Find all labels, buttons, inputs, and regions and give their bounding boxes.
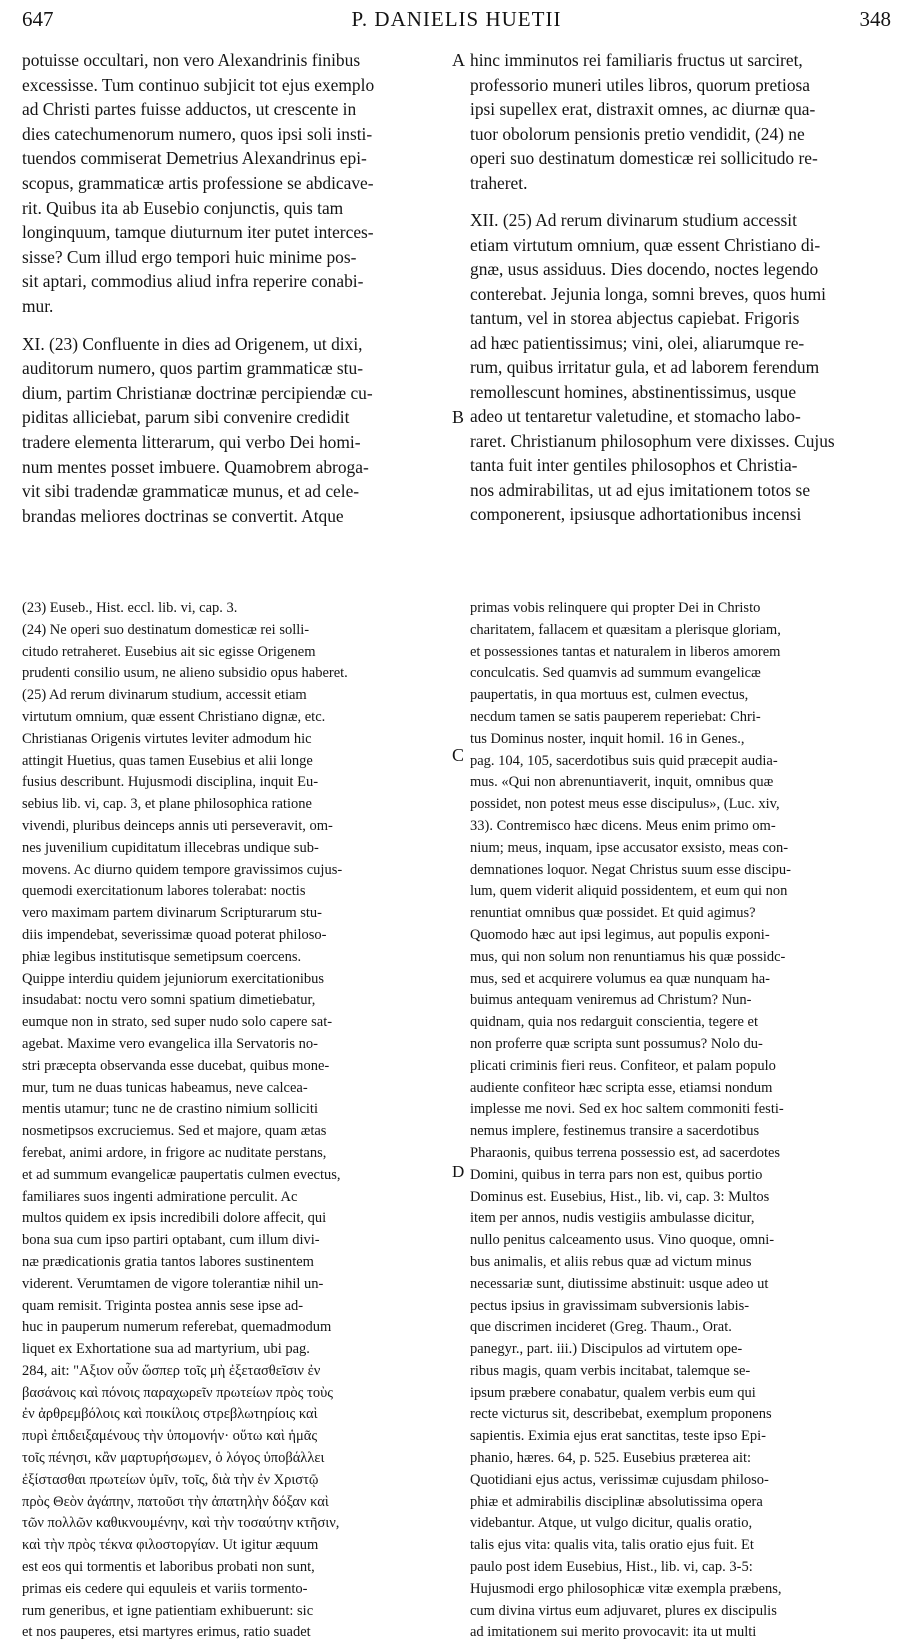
footnote-line: bus animalis, et aliis rebus quæ ad victum minus bbox=[470, 1253, 752, 1270]
footnote-line: ipsum præbere conabatur, qualem verbis eum qui bbox=[470, 1384, 756, 1401]
body-line: traheret. bbox=[470, 172, 528, 193]
body-line: excessisse. Tum continuo subjicit tot ejus exemplo bbox=[22, 74, 375, 95]
body-line: tantum, vel in storea abjectus capiebat. Frigoris bbox=[470, 308, 800, 328]
footnote-line: recte victurus sit, describebat, exemplum proponens bbox=[470, 1406, 772, 1423]
body-line: num mentes posset imbuere. Quamobrem abroga- bbox=[22, 456, 369, 477]
footnote-line: stri præcepta observanda esse ducebat, quibus mone- bbox=[22, 1057, 330, 1074]
footnote-line: πυρὶ ἐπιδειξαμένους τὴν ὑπομονήν· οὕτω καὶ ἡμᾶς bbox=[22, 1428, 318, 1445]
body-line: remollescunt homines, abstinentissimus, usque bbox=[470, 381, 797, 402]
footnote-line: possidet, non potest meus esse discipulus», (Luc. xiv, bbox=[470, 796, 780, 813]
footnote-line: quemodi exercitationum labores tolerabat: noctis bbox=[22, 883, 306, 900]
footnote-line: insudabat: noctu vero somni spatium dimetiebatur, bbox=[22, 992, 316, 1009]
footnote-line: phiæ et admirabilis disciplinæ absolutissima opera bbox=[470, 1493, 763, 1510]
body-line: etiam virtutum omnium, quæ essent Christiano di- bbox=[470, 234, 821, 255]
body-line: conterebat. Jejunia longa, somni breves, quos humi bbox=[470, 283, 826, 304]
footnote-line: vero maximam partem divinarum Scripturarum stu- bbox=[22, 905, 322, 922]
footnote-line: plicati criminis fieri reus. Confiteor, et palam populo bbox=[470, 1057, 776, 1074]
page-number-left: 647 bbox=[22, 7, 54, 31]
main-text-right-column bbox=[470, 48, 894, 527]
body-line: tradere elementa litterarum, qui verbo Dei homi- bbox=[22, 431, 361, 452]
body-line: hinc imminutos rei familiaris fructus ut sarciret, bbox=[470, 50, 803, 70]
footnote-line: liquet ex Exhortatione sua ad martyrium, ubi pag. bbox=[22, 1341, 310, 1358]
footnote-line: conculcatis. Sed quamvis ad summum evangelicæ bbox=[470, 665, 761, 682]
footnote-line: (25) Ad rerum divinarum studium, accessit etiam bbox=[22, 687, 307, 704]
footnote-line: non proferre quæ scripta sunt possumus? Nolo du- bbox=[470, 1035, 763, 1052]
footnote-line: fusius describunt. Hujusmodi disciplina, inquit Eu- bbox=[22, 774, 319, 791]
footnote-line: pectus ipsius in gravissimam subversionis labis- bbox=[470, 1297, 750, 1314]
footnote-line: mentis utamur; tunc ne de crastino nimium solliciti bbox=[22, 1101, 318, 1118]
body-line: nos admirabilitas, ut ad ejus imitationem totos se bbox=[470, 479, 811, 500]
body-line: dies catechumenorum numero, quos ipsi soli insti- bbox=[22, 123, 373, 144]
margin-marker-d: D bbox=[452, 1162, 465, 1181]
footnote-line: ἐξίστασθαι πρωτείων ὑμῖν, τοῖς, διὰ τὴν ἐν Χριστῷ bbox=[22, 1471, 319, 1488]
footnote-line: vivendi, pluribus deinceps annis uti perseveravit, om- bbox=[22, 817, 333, 834]
body-line: ad Christi partes fuisse adductos, ut crescente in bbox=[22, 99, 357, 120]
footnote-line: familiares suos ingenti admiratione perculit. Ac bbox=[22, 1188, 298, 1205]
footnote-line: Quomodo hæc aut ipsi legimus, aut populis exponi- bbox=[470, 926, 770, 943]
footnote-line: mus, sed et acquirere volumus ea quæ nunquam ha- bbox=[470, 970, 770, 987]
footnote-line: Domini, quibus in terra pars non est, quibus portio bbox=[470, 1166, 763, 1183]
footnote-line: diis impendebat, severissimæ quoad poterat philoso- bbox=[22, 926, 327, 943]
footnote-line: cum divina virtus eum adjuvaret, plures ex discipulis bbox=[470, 1602, 777, 1619]
footnote-line: Quotidiani ejus actus, verissimæ cujusdam philoso- bbox=[470, 1471, 769, 1488]
footnote-line: βασάνοις καὶ πόνοις παραχωρεῖν πρωτείων πρὸς τοὺς bbox=[22, 1384, 334, 1401]
footnote-line: mus, qui non solum non renuntiamus his quæ possidc- bbox=[470, 948, 786, 965]
body-line: ipsi supellex erat, distraxit omnes, ac diurnæ qua- bbox=[470, 99, 816, 119]
body-line: sisse? Cum illud ergo tempori huic minime pos- bbox=[22, 246, 357, 267]
body-line: tanta fuit inter gentiles philosophos et Christia- bbox=[470, 455, 798, 475]
footnote-line: virtutum omnium, quæ essent Christiano dignæ, etc. bbox=[22, 708, 326, 725]
footnotes-left-column bbox=[22, 598, 452, 1644]
footnote-line: attingit Huetius, quas tamen Eusebius et alii longe bbox=[22, 752, 313, 769]
body-line: raret. Christianum philosophum vere dixisses. Cujus bbox=[470, 430, 835, 451]
body-line: longinquum, tamque diuturnum iter putet interces- bbox=[22, 222, 374, 243]
footnote-line: primas eis cedere qui equuleis et variis tormento- bbox=[22, 1580, 308, 1597]
footnote-line: paulo post idem Eusebius, Hist., lib. vi, cap. 3-5: bbox=[470, 1559, 753, 1576]
footnote-line: viderent. Verumtamen de vigore tolerantiæ nihil un- bbox=[22, 1275, 324, 1292]
footnote-line: citudo retraheret. Eusebius ait sic egisse Origenem bbox=[22, 643, 316, 660]
footnote-line: est eos qui tormentis et laboribus probati non sunt, bbox=[22, 1559, 315, 1576]
running-header bbox=[22, 7, 891, 37]
footnote-line: Hujusmodi ergo philosophicæ vitæ exempla præbens, bbox=[470, 1580, 782, 1597]
footnote-line: eumque non in strato, sed super nudo solo capere sat- bbox=[22, 1014, 333, 1031]
footnote-line: phiæ legibus institutisque semetipsum coercens. bbox=[22, 948, 302, 965]
body-line: professorio muneri utiles libros, quorum pretiosa bbox=[470, 74, 811, 95]
footnote-line: nullo penitus calceamento usus. Vino quoque, omni- bbox=[470, 1232, 775, 1249]
footnote-line: buimus antequam veniremus ad Christum? Nun- bbox=[470, 992, 752, 1009]
footnote-line: lum, quem viderit aliquid possidentem, et eum qui non bbox=[470, 883, 788, 900]
main-text-left-column bbox=[22, 48, 447, 528]
footnote-line: nium; meus, inquam, ipse accusator exsisto, meas con- bbox=[470, 839, 789, 856]
footnotes-right-column bbox=[470, 598, 895, 1644]
margin-marker-b: B bbox=[452, 407, 465, 427]
footnote-line: que discrimen incideret (Greg. Thaum., Orat. bbox=[470, 1319, 732, 1336]
body-line: tuendos commiserat Demetrius Alexandrinus epi- bbox=[22, 148, 367, 169]
footnote-line: necessariæ sunt, diutissime abstinuit: usque adeo ut bbox=[470, 1275, 769, 1292]
footnote-line: et ad summum evangelicæ paupertatis culmen evectus, bbox=[22, 1166, 341, 1183]
margin-marker-c: C bbox=[452, 745, 465, 765]
page-number-right: 348 bbox=[859, 7, 891, 31]
footnote-line: agebat. Maxime vero evangelica illa Servatoris no- bbox=[22, 1035, 318, 1052]
footnote-line: paupertatis, in qua mortuus est, culmen evectus, bbox=[470, 687, 749, 704]
footnote-line: τῶν πολλῶν καθικνουμένην, καὶ τὴν τοσαύτην κτῆσιν, bbox=[22, 1515, 340, 1532]
body-line: ad hæc patientissimus; vini, olei, aliarumque re- bbox=[470, 332, 805, 353]
body-line: tuor obolorum pensionis pretio vendidit, (24) ne bbox=[470, 123, 805, 144]
footnote-line: movens. Ac diurno quidem tempore gravissimos cujus- bbox=[22, 861, 343, 878]
body-line: scopus, grammaticæ artis professione se abdicave- bbox=[22, 172, 374, 193]
footnote-line: tus Dominus noster, inquit homil. 16 in Genes., bbox=[470, 730, 745, 747]
footnote-line: pag. 104, 105, sacerdotibus suis quid præcepit audia- bbox=[470, 752, 778, 769]
footnote-line: mur, tum ne duas tunicas habeamus, neve calcea- bbox=[22, 1079, 308, 1096]
body-line: piditas alliciebat, parum sibi convenire credidit bbox=[22, 407, 350, 428]
footnote-line: næ prædicationis gratia tantos labores sustinentem bbox=[22, 1253, 314, 1270]
footnote-line: πρὸς Θεὸν ἀγάπην, πατοῦσι τὴν ἀπατηλὴν δόξαν καὶ bbox=[22, 1493, 329, 1510]
footnote-line: renuntiat omnibus quæ possidet. Et quid agimus? bbox=[470, 905, 756, 922]
footnote-line: nosmetipsos excruciemus. Sed et majore, quam ætas bbox=[22, 1123, 327, 1140]
body-line: rum, quibus irritatur gula, et ad laborem ferendum bbox=[470, 357, 820, 377]
footnote-line: quidnam, quia nos redarguit conscientia, tegere et bbox=[470, 1014, 759, 1031]
body-line: operi suo destinatum domesticæ rei sollicitudo re- bbox=[470, 148, 818, 168]
footnote-line: quam remisit. Triginta postea annis sese ipse ad- bbox=[22, 1297, 304, 1314]
footnote-line: Dominus est. Eusebius, Hist., lib. vi, cap. 3: Multos bbox=[470, 1188, 770, 1205]
body-line: gnæ, usus assiduus. Dies docendo, noctes legendo bbox=[470, 259, 819, 279]
footnote-line: (23) Euseb., Hist. eccl. lib. vi, cap. 3. bbox=[22, 600, 238, 616]
footnote-line: audiente confiteor hæc scripta esse, etiamsi nondum bbox=[470, 1079, 773, 1096]
footnote-line: καὶ τὴν πρὸς τέκνα φιλοστοργίαν. Ut igitur æquum bbox=[22, 1537, 319, 1554]
footnote-line: ferebat, animi ardore, in frigore ac nuditate perstans, bbox=[22, 1144, 327, 1161]
footnote-line: phanio, hæres. 64, p. 525. Eusebius præterea ait: bbox=[470, 1450, 752, 1467]
footnote-line: panegyr., part. iii.) Discipulos ad virtutem ope- bbox=[470, 1341, 743, 1358]
footnote-line: multos quidem ex ipsis incredibili dolore affecit, qui bbox=[22, 1210, 327, 1227]
footnote-line: τοῖς πένησι, κἂν μαρτυρήσωμεν, ὁ λόγος ὑποβάλλει bbox=[22, 1450, 325, 1467]
footnote-line: implesse me novi. Sed ex hoc saltem commoniti festi- bbox=[470, 1101, 784, 1118]
footnote-line: videbantur. Atque, ut vulgo dicitur, qualis oratio, bbox=[470, 1515, 753, 1532]
body-line: vit sibi tradendæ grammaticæ munus, et ad cele- bbox=[22, 481, 360, 502]
footnote-line: primas vobis relinquere qui propter Dei in Christo bbox=[470, 600, 761, 616]
footnote-line: et possessiones tantas et naturalem in liberos amorem bbox=[470, 643, 781, 660]
footnote-line: et nos pauperes, etsi martyres erimus, ratio suadet bbox=[22, 1624, 311, 1641]
footnote-line: ἐν ἀρθρεμβόλοις καὶ ποικίλοις στρεβλωτηρίοις καὶ bbox=[22, 1406, 318, 1423]
body-line: auditorum numero, quos partim grammaticæ stu- bbox=[22, 358, 363, 379]
footnote-line: demnationes loquor. Negat Christus suum esse discipu- bbox=[470, 861, 791, 878]
footnote-line: (24) Ne operi suo destinatum domesticæ rei solli- bbox=[22, 621, 310, 638]
footnote-line: charitatem, fallacem et quæsitam a plerisque gloriam, bbox=[470, 621, 781, 638]
body-line: potuisse occultari, non vero Alexandrinis finibus bbox=[22, 50, 361, 70]
footnote-line: nes juvenilium cupiditatum illecebras undique sub- bbox=[22, 839, 319, 856]
footnote-line: Christianas Origenis virtutes leviter admodum hic bbox=[22, 730, 312, 747]
footnote-line: ribus magis, quam verbis incitabat, talemque se- bbox=[470, 1362, 751, 1379]
footnote-line: sebius lib. vi, cap. 3, et plane philosophica ratione bbox=[22, 796, 312, 813]
footnote-line: 284, ait: "Αξιον οὖν ὥσπερ τοῖς μὴ ἐξετασθεῖσιν ἐν bbox=[22, 1362, 321, 1379]
footnote-line: nemus implere, festinemus transire a sacerdotibus bbox=[470, 1123, 760, 1140]
footnote-line: Pharaonis, quibus terrena possessio est, ad sacerdotes bbox=[470, 1144, 781, 1161]
footnote-line: talis ejus vita: qualis vita, talis oratio ejus fuit. Et bbox=[470, 1537, 754, 1554]
body-line: componerent, ipsiusque adhortationibus incensi bbox=[470, 504, 802, 524]
footnote-line: sapientis. Eximia ejus erat sanctitas, teste ipso Epi- bbox=[470, 1428, 766, 1445]
footnote-line: ad imitationem sui merito provocavit: ita ut multi bbox=[470, 1624, 757, 1641]
footnote-line: item per annos, nudis vestigiis ambulasse dicitur, bbox=[470, 1210, 755, 1227]
footnote-line: 33). Contremisco hæc dicens. Meus enim primo om- bbox=[470, 817, 776, 834]
body-line: XII. (25) Ad rerum divinarum studium accessit bbox=[470, 210, 797, 230]
body-line: mur. bbox=[22, 295, 54, 316]
footnote-line: rum generibus, et igne patientiam exhibuerunt: sic bbox=[22, 1602, 314, 1619]
footnote-line: prudenti consilio usum, ne alieno subsidio opus haberet. bbox=[22, 665, 348, 682]
footnote-line: Quippe interdiu quidem jejuniorum exercitationibus bbox=[22, 970, 325, 987]
body-line: sit aptari, commodius aliud infra reperire conabi- bbox=[22, 271, 364, 292]
footnote-line: huc in pauperum numerum referebat, quemadmodum bbox=[22, 1319, 332, 1336]
running-title: P. DANIELIS HUETII bbox=[351, 7, 562, 31]
body-line: XI. (23) Confluente in dies ad Origenem, ut dixi, bbox=[22, 333, 363, 354]
body-line: adeo ut tentaretur valetudine, et stomacho labo- bbox=[470, 406, 801, 426]
margin-marker-a: A bbox=[452, 50, 465, 70]
footnote-line: bona sua cum ipso partiri optabant, cum illum divi- bbox=[22, 1232, 320, 1249]
body-line: brandas meliores doctrinas se convertit. Atque bbox=[22, 505, 344, 526]
body-line: rit. Quibus ita ab Eusebio conjunctis, quis tam bbox=[22, 197, 344, 218]
footnote-line: necdum tamen se satis pauperem reperiebat: Chri- bbox=[470, 708, 761, 725]
body-line: dium, partim Christianæ doctrinæ percipiendæ cu- bbox=[22, 382, 373, 403]
footnote-line: mus. «Qui non abrenuntiaverit, inquit, omnibus quæ bbox=[470, 774, 774, 791]
